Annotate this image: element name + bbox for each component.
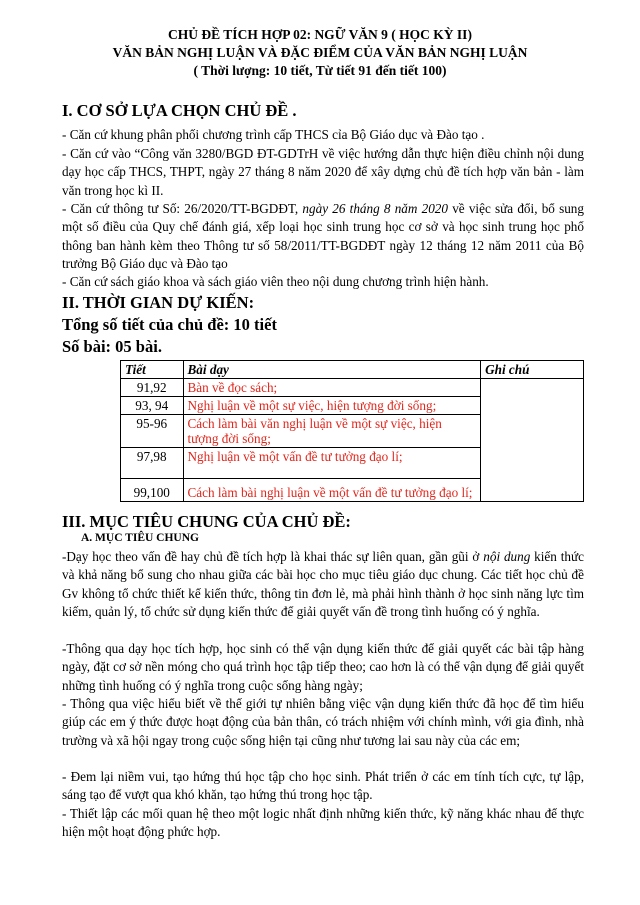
p3-text-a: - Căn cứ thông tư Số: 26/2020/TT-BGDĐT,: [62, 201, 303, 216]
table-row: [121, 379, 584, 397]
total-periods: Tổng số tiết của chủ đề: 10 tiết: [62, 315, 277, 334]
schedule-table: [120, 360, 584, 502]
lesson-count: Số bài: 05 bài.: [62, 337, 162, 356]
section-3-paragraph-2: -Thông qua dạy học tích hợp, học sinh có thể vận dụng kiến thức để giải quyết các bài tập hàng ngày, đặt cơ sở nền móng cho quá trình học tập tiếp theo; cao hơn là có thể vận dụng để giải quyết những tình huống có ý nghĩa trong cuộc sống hàng ngày;: [62, 641, 584, 693]
cell-bai-day: Bàn về đọc sách;: [183, 379, 481, 397]
cell-tiet: 99,100: [121, 479, 184, 502]
p3-text-b: về việc sửa đổi, bổ sung một số điều của Quy chế đánh giá, xếp loại học sinh trung học cơ sở và học sinh trung học phổ thông ban hành kèm theo Thông tư số 58/2011/TT-BGDĐT ngày 12 tháng 12 năm 2011 của Bộ trưởng Bộ Giáo dục và Đào tạo: [62, 201, 584, 272]
section-2-title: II. THỜI GIAN DỰ KIẾN:: [62, 293, 255, 312]
cell-bai-day: Nghị luận về một vấn đề tư tưởng đạo lí;: [183, 448, 481, 479]
header-tiet: Tiết: [121, 361, 184, 379]
section-1-paragraph-3: [62, 200, 584, 274]
header-line-3: ( Thời lượng: 10 tiết, Từ tiết 91 đến tiết 100): [193, 63, 447, 78]
cell-tiet: 97,98: [121, 448, 184, 479]
section-1-paragraph-4: - Căn cứ sách giáo khoa và sách giáo viên theo nội dung chương trình hiện hành.: [62, 274, 489, 289]
s3p1-text-italic: nội dung: [483, 549, 531, 564]
s3p1-text-a: -Dạy học theo vấn đề hay chủ đề tích hợp là khai thác sự liên quan, gần gũi ở: [62, 549, 484, 564]
cell-tiet: 91,92: [121, 379, 184, 397]
p3-text-italic: ngày 26 tháng 8 năm 2020: [302, 201, 448, 216]
section-3-subtitle: A. MỤC TIÊU CHUNG: [81, 532, 199, 544]
cell-bai-day: Cách làm bài văn nghị luận về một sự việc, hiện tượng đời sống;: [183, 415, 481, 448]
header-line-1: CHỦ ĐỀ TÍCH HỢP 02: NGỮ VĂN 9 ( HỌC KỲ II): [168, 27, 472, 42]
cell-ghi-chu: [481, 379, 584, 502]
cell-bai-day: Cách làm bài nghị luận về một vấn đề tư tưởng đạo lí;: [183, 479, 481, 502]
section-1-paragraph-2: - Căn cứ vào “Công văn 3280/BGD ĐT-GDTrH về việc hướng dẫn thực hiện điều chỉnh nội dung dạy học cấp THCS, THPT, ngày 27 tháng 8 năm 2020 để xây dựng chủ đề tích hợp văn bản - làm văn trong học kì II.: [62, 146, 584, 198]
table-header-row: [121, 361, 584, 379]
section-1-paragraph-1: - Căn cứ khung phân phối chương trình cấp THCS cỉa Bộ Giáo dục và Đào tạo .: [62, 127, 485, 142]
header-bai-day: Bài dạy: [183, 361, 481, 379]
s3p1-text-b: kiến thức và khả năng bổ sung cho nhau giữa các bài học cho mục tiêu giáo dục chung. Các tiết học chủ đề Gv không tổ chức thiết kế kiến thức, thông tin đơn lẻ, mà phải hình thành ở học sinh năng lực tìm kiếm, quản lý, tổ chức sử dụng kiến thức để giải quyết vấn đề trong tình huống có ý nghĩa.: [62, 549, 584, 620]
cell-tiet: 93, 94: [121, 397, 184, 415]
header-line-2: VĂN BẢN NGHỊ LUẬN VÀ ĐẶC ĐIỂM CỦA VĂN BẢN NGHỊ LUẬN: [112, 45, 528, 60]
section-3-title: III. MỤC TIÊU CHUNG CỦA CHỦ ĐỀ:: [62, 512, 351, 531]
section-1-title: I. CƠ SỞ LỰA CHỌN CHỦ ĐỀ .: [62, 101, 297, 120]
section-3-paragraph-4: - Đem lại niềm vui, tạo hứng thú học tập cho học sinh. Phát triển ở các em tính tích cực, tự lập, sáng tạo để vượt qua khó khăn, tạo hứng thú trong học tập.: [62, 769, 584, 803]
section-3-paragraph-1: [62, 548, 584, 622]
cell-tiet: 95-96: [121, 415, 184, 448]
header-ghi-chu: Ghi chú: [481, 361, 584, 379]
section-3-paragraph-5: - Thiết lập các mối quan hệ theo một logic nhất định những kiến thức, kỹ năng khác nhau để thực hiện một hoạt động phức hợp.: [62, 806, 584, 840]
cell-bai-day: Nghị luận về một sự việc, hiện tượng đời sống;: [183, 397, 481, 415]
section-3-paragraph-3: - Thông qua việc hiểu biết về thế giới tự nhiên bằng việc vận dụng kiến thức đã học để tìm hiểu giúp các em ý thức được hoạt động của bản thân, có trách nhiệm với chính mình, với gia đình, nhà trường và xã hội ngay trong cuộc sống hiện tại cũng như tương lai sau này của các em;: [62, 696, 584, 748]
